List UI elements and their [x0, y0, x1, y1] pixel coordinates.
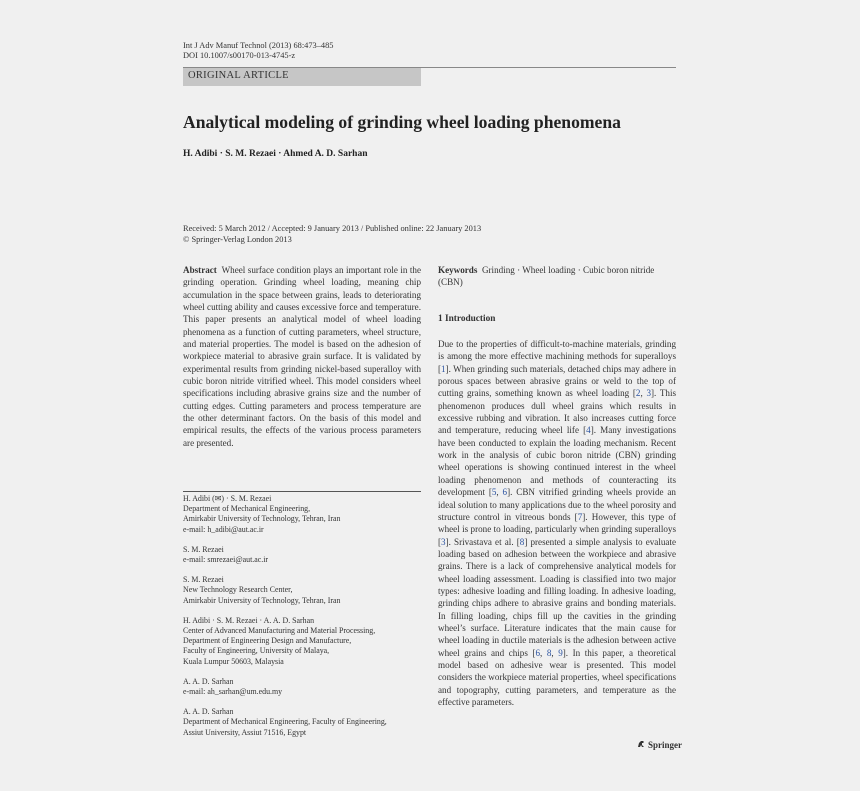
citation-link[interactable]: 8 [546, 647, 552, 658]
affiliation-line: A. A. D. Sarhan [183, 676, 234, 686]
abstract [183, 264, 421, 449]
intro-text-run: ]. This phenomenon produces dull wheel grains which results in excessive rubbing and vibration. It also increases cutting force and temperature, reducing wheel life [ [438, 388, 677, 436]
citation-link[interactable]: 8 [519, 536, 525, 547]
citation-link[interactable]: 3 [441, 536, 446, 547]
intro-text-run: , [496, 487, 503, 498]
affiliation-rule [183, 491, 421, 492]
affiliation-line: H. Adibi (✉) · S. M. Rezaei [183, 494, 272, 503]
citation-link[interactable]: 6 [502, 487, 508, 498]
intro-text-run: ]. Many investigations have been conducted to explain the loading mechanism. Recent work in the analysis of cubic boron nitride (CBN) grinding wheel operations is showing continued interest in the wheel loading phenomenon and methods of counteracting its development [ [438, 425, 676, 498]
intro-text-run: , [551, 647, 559, 658]
affiliation-line: Amirkabir University of Technology, Tehran, Iran [183, 595, 341, 605]
article-type-bar [183, 67, 421, 86]
intro-text-run: Due to the properties of difficult-to-machine materials, grinding is among the more effective machining methods for superalloys [ [438, 339, 676, 374]
affiliation-block [183, 677, 421, 697]
intro-text-run: ]. Srivastava et al. [ [445, 536, 520, 547]
paper-title: Analytical modeling of grinding wheel loading phenomena [183, 112, 621, 132]
affiliation-line: Faculty of Engineering, University of Malaya, [183, 646, 330, 656]
intro-text-run: ]. In this paper, a theoretical model based on adhesive wear is presented. This model considers the workpiece material properties, wheel specifications and topography, cutting parameters, and temperature as the effective parameters. [438, 647, 677, 707]
citation-link[interactable]: 1 [441, 363, 446, 374]
citation-link[interactable]: 3 [646, 388, 651, 399]
abstract-text: Wheel surface condition plays an important role in the grinding operation. Grinding wheel loading, meaning chip accumulation in the space between grains, leads to deteriorating wheel cutting ability and causes excessive force and temperature. This paper presents an analytical model of wheel loading phenomena as a function of cutting parameters, wheel structure, and material properties. The model is based on the adhesion of workpiece material to abrasive grain surface. It is validated by experimental results from grinding nickel-based superalloy with cubic boron nitride vitrified wheel. This model considers wheel specifications including abrasive grains size and the number of cutting edges. Cutting parameters and process temperature are the other determinant factors. On the basis of this model and empirical results, the effects of the various process parameters are presented. [183, 265, 421, 448]
affiliation-line: Department of Mechanical Engineering, Faculty of Engineering, [183, 717, 387, 727]
received-accepted-line: Received: 5 March 2012 / Accepted: 9 January 2013 / Published online: 22 January 2013 [183, 224, 482, 233]
header-rule [183, 67, 676, 68]
citation-link[interactable]: 7 [577, 511, 583, 522]
journal-reference: Int J Adv Manuf Technol (2013) 68:473–485 [183, 41, 334, 50]
article-type-label: ORIGINAL ARTICLE [188, 70, 289, 81]
affiliation-line: H. Adibi · S. M. Rezaei · A. A. D. Sarhan [183, 615, 315, 625]
publisher-name: Springer [648, 740, 683, 750]
affiliation-line: New Technology Research Center, [183, 585, 293, 595]
affiliation-block [183, 616, 421, 667]
affiliation-line: Amirkabir University of Technology, Tehran, Iran [183, 514, 341, 524]
introduction-text [438, 338, 676, 708]
affiliations [183, 494, 421, 748]
keywords-heading: Keywords [438, 265, 478, 275]
intro-text-run: ]. CBN vitrified grinding wheels provide an ideal solution to many applications due to the wheel porosity and structure control in vitreous bonds [ [438, 487, 676, 522]
affiliation-line: e-mail: ah_sarhan@um.edu.my [183, 687, 283, 697]
affiliation-block [183, 494, 421, 535]
doi: DOI 10.1007/s00170-013-4745-z [183, 51, 296, 60]
publication-dates [183, 223, 481, 245]
introduction-heading: 1 Introduction [438, 313, 496, 324]
copyright-line: © Springer-Verlag London 2013 [183, 235, 292, 244]
intro-text-run: ]. When grinding such materials, detached chips may adhere in porous spaces between abrasive grains or weld to the top of cutting grains, something known as wheel loading [ [438, 363, 676, 399]
intro-text-run: ]. However, this type of wheel is prone to loading, particularly when grinding superalloys [ [438, 511, 676, 547]
citation-link[interactable]: 9 [558, 647, 563, 658]
keywords [438, 264, 676, 289]
affiliation-line: S. M. Rezaei [183, 575, 224, 585]
affiliation-block [183, 545, 421, 565]
citation-link[interactable]: 5 [491, 487, 497, 498]
author-list: H. Adibi · S. M. Rezaei · Ahmed A. D. Sarhan [183, 149, 368, 159]
affiliation-line: Kuala Lumpur 50603, Malaysia [183, 656, 284, 666]
affiliation-block [183, 707, 421, 738]
affiliation-line: Center of Advanced Manufacturing and Material Processing, [183, 626, 376, 636]
affiliation-line: Department of Engineering Design and Manufacture, [183, 636, 352, 646]
springer-horse-icon [636, 739, 646, 749]
publisher-mark [636, 739, 682, 750]
citation-link[interactable]: 6 [535, 647, 541, 658]
right-column [438, 264, 676, 708]
affiliation-block [183, 575, 421, 606]
keywords-text: Grinding · Wheel loading · Cubic boron nitride (CBN) [438, 265, 655, 288]
affiliation-line: Assiut University, Assiut 71516, Egypt [183, 727, 307, 737]
citation-link[interactable]: 2 [635, 388, 641, 399]
intro-text-run: , [640, 388, 647, 399]
affiliation-line: S. M. Rezaei [183, 544, 224, 554]
affiliation-line: Department of Mechanical Engineering, [183, 504, 311, 514]
intro-text-run: , [540, 647, 547, 658]
citation-link[interactable]: 4 [586, 425, 591, 436]
affiliation-line: e-mail: h_adibi@aut.ac.ir [183, 524, 264, 534]
affiliation-line: e-mail: smrezaei@aut.ac.ir [183, 555, 269, 565]
affiliation-line: A. A. D. Sarhan [183, 707, 234, 717]
intro-text-run: ] presented a simple analysis to evaluate loading based on adhesion between the workpiece and abrasive grains. There is a lack of comprehensive analytical models for wheel loading assessment. Loading is classified into two major types: adhesive loading and filling loading. In adhesive loading, grinding chips adhere to abrasive grains and bonding materials. In filling loading, chips fill up the cavities in the grinding wheel’s surface. Literature indicates that the main cause for wheel loading in ductile materials is the adhesion between active wheel grains and chips [ [438, 536, 676, 658]
abstract-heading: Abstract [183, 265, 217, 275]
